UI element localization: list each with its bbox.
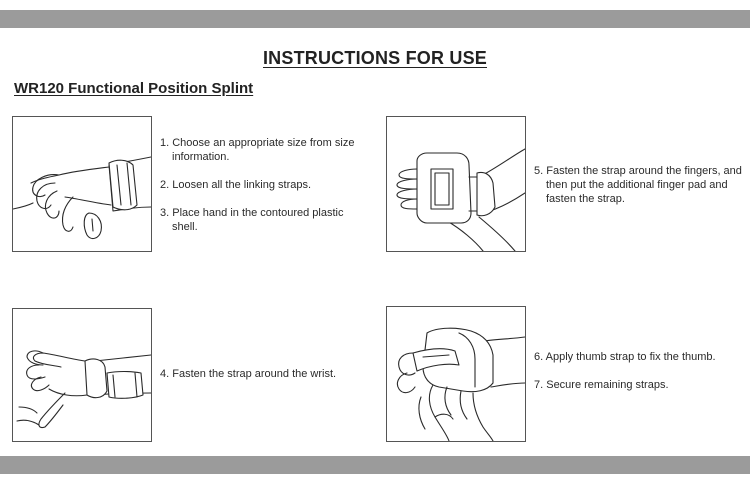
product-name: WR120 Functional Position Splint: [14, 80, 254, 97]
top-decorative-bar: [0, 10, 750, 28]
hand-in-shell-illustration: [12, 116, 152, 252]
thumb-strap-illustration: [386, 306, 526, 442]
step-3: 3. Place hand in the contoured plastic shell.: [160, 207, 344, 233]
step-7: 7. Secure remaining straps.: [534, 379, 669, 391]
bottom-decorative-bar: [0, 456, 750, 474]
finger-pad-illustration: [386, 116, 526, 252]
step-1: 1. Choose an appropriate size from size information.: [160, 137, 355, 163]
steps-list-3: [160, 367, 370, 395]
step-5: 5. Fasten the strap around the fingers, and then put the additional finger pad and fasten the strap.: [534, 165, 742, 205]
page-title: INSTRUCTIONS FOR USE: [262, 48, 487, 68]
steps-list-2: [534, 164, 744, 220]
step-2: 2. Loosen all the linking straps.: [160, 179, 312, 191]
step-6: 6. Apply thumb strap to fix the thumb.: [534, 351, 716, 363]
wrist-strap-illustration: [12, 308, 152, 442]
step-4: 4. Fasten the strap around the wrist.: [160, 368, 337, 380]
steps-list-4: [534, 350, 744, 406]
steps-list-1: [160, 136, 370, 248]
